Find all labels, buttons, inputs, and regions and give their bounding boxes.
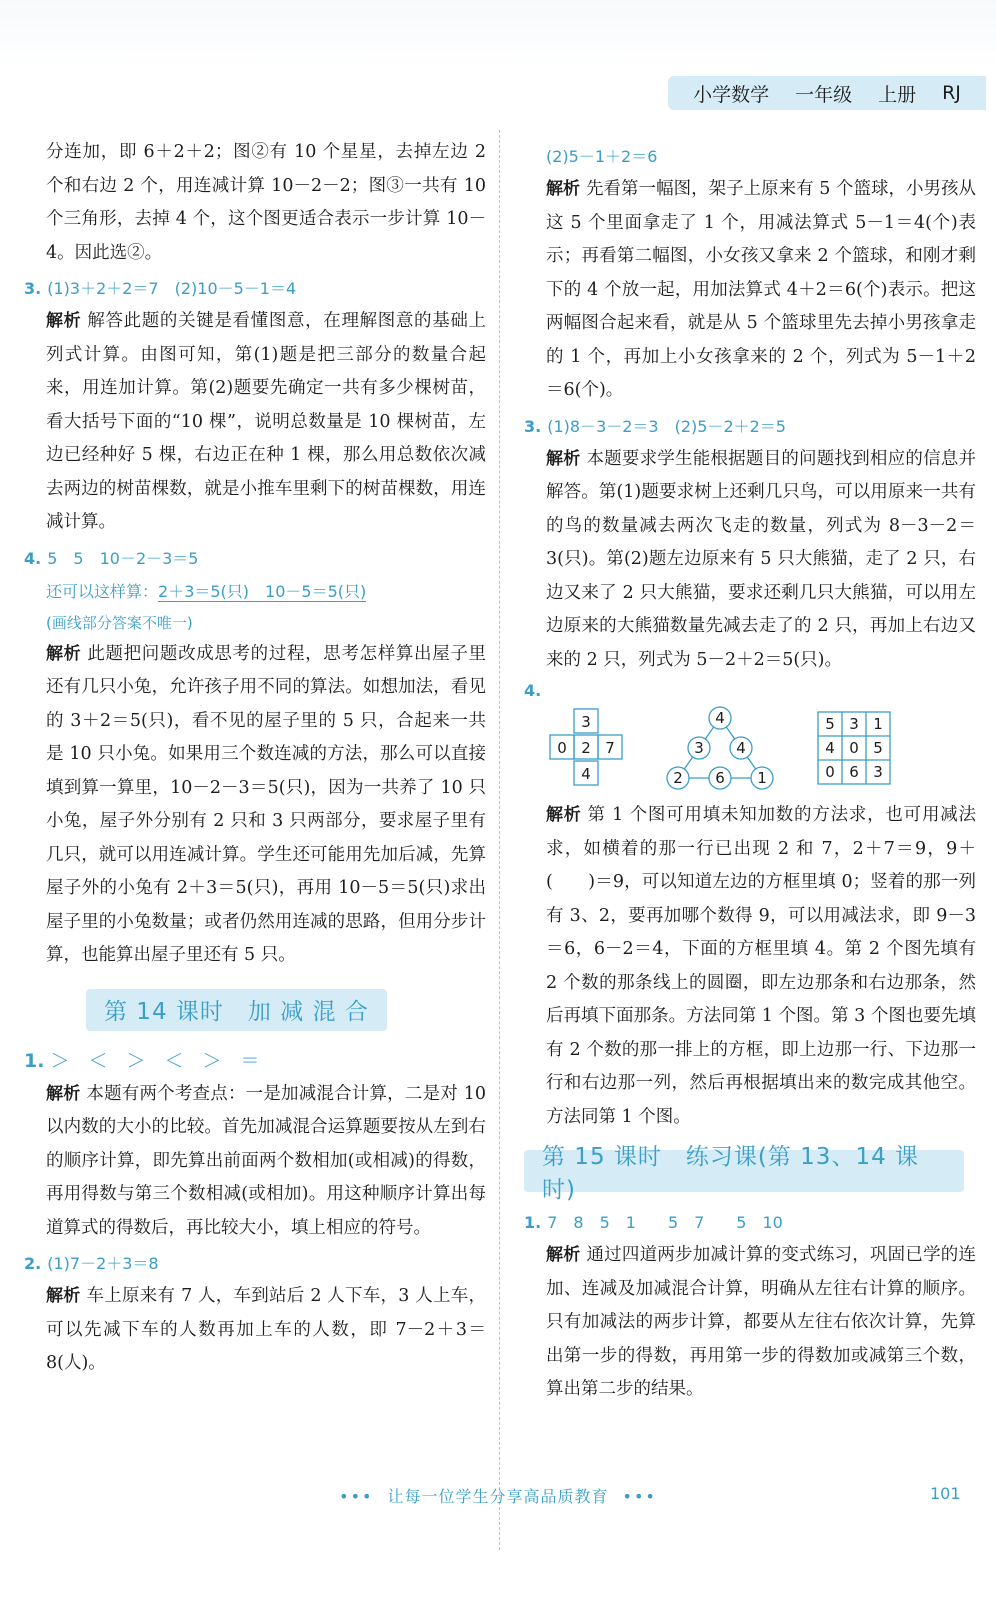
analysis-s2	[24, 1280, 486, 1381]
answer-text: (1)7－2＋3＝8	[47, 1254, 159, 1273]
cross-value-right: 7	[605, 739, 615, 757]
analysis-text: 第 1 个图可用填未知加数的方法求，也可用减法求，如横着的那一行已出现 2 和 7，2＋7＝9，9＋( )＝9，可以知道左边的方框里填 0；竖着的那一列有 3、2，要再加哪个数得 9，可以用减法求，即 9－3＝6，6－2＝4，下面的方框里填 4。第 2 个图先填有 2 个数的那条线上的圆圈，即左边那条和右边那条，然后再填下面那条。方法同第 1 个图。第 3 个图也要先填有 2 个数的那一排上的方框，即上边那一行、下边那一行和右边那一列，然后再根据填出来的数完成其他空。方法同第 1 个图。	[546, 805, 976, 1127]
question-number: 2.	[24, 1254, 42, 1273]
grid-cell: 4	[825, 739, 835, 757]
grade-label: 一年级	[795, 83, 853, 106]
answer-s1	[24, 1045, 486, 1078]
answer-s2	[24, 1247, 486, 1280]
analysis-text: 通过四道两步加减计算的变式练习，巩固已学的连加、连减及加减混合计算，明确从左往右计算的顺序。只有加减法的两步计算，都要从左往右依次计算，先算出第一步的得数，再用第一步的得数加或减第三个数，算出第二步的结果。	[546, 1245, 977, 1399]
triangle-value-midright: 4	[736, 739, 746, 757]
analysis-q4	[24, 638, 486, 973]
footer-dots-left: •••	[339, 1487, 374, 1506]
edition-label: RJ	[942, 82, 961, 104]
analysis-label: 解析	[546, 179, 581, 199]
answer-q2-part2: (2)5－1＋2＝6	[546, 147, 658, 166]
subject-label: 小学数学	[693, 83, 770, 106]
triangle-value-top: 4	[715, 709, 725, 727]
figures-row	[546, 705, 976, 791]
cross-value-bottom: 4	[581, 765, 591, 783]
analysis-s1	[24, 1078, 486, 1246]
answer-q4-note: (画线部分答案不唯一)	[46, 613, 193, 632]
analysis-label: 解析	[546, 805, 582, 825]
cross-value-top: 3	[581, 713, 591, 731]
analysis-s1-right	[524, 1239, 976, 1407]
question-number: 3.	[524, 416, 542, 436]
footer-slogan	[0, 1484, 996, 1507]
section-heading-lesson14: 第 14 课时 加 减 混 合	[86, 989, 387, 1031]
answer-q4-alt	[24, 575, 486, 608]
analysis-text: 本题要求学生能根据题目的问题找到相应的信息并解答。第(1)题要求树上还剩几只鸟，可以用原来一共有的鸟的数量减去两次飞走的数量，列式为 8－3－2＝3(只)。第(2)题左边原来有 5 只大熊猫，走了 2 只，右边又来了 2 只大熊猫，要求还剩几只大熊猫，可以用左边原来的大熊猫数量先减去走了的 2 只，再加上右边又来的 2 只，列式为 5－2＋2＝5(只)。	[546, 448, 977, 670]
analysis-q4-right	[524, 799, 976, 1134]
analysis-text: 此题把问题改成思考的过程，思考怎样算出屋子里还有几只小兔，允许孩子用不同的算法。如想加法，看见的 3＋2＝5(只)，看不见的屋子里的 5 只，合起来一共是 10 只小兔。如果用三个数连减的方法，那么可以直接填到算一算里，10－2－3＝5(只)，因为一共养了 10 只小兔，屋子外分别有 2 只和 3 只两部分，要求屋子里有几只，就可以用连减计算。学生还可能用先加后减，先算屋子外的小兔有 2＋3＝5(只)，再用 10－5＝5(只)求出屋子里的小兔数量；或者仍然用连减的思路，但用分步计算，也能算出屋子里还有 5 只。	[46, 643, 487, 965]
question-number: 1.	[24, 1049, 45, 1072]
analysis-text: 本题有两个考查点：一是加减混合计算，二是对 10 以内数的大小的比较。首先加减混合运算题要按从左到右的顺序计算，即先算出前面两个数相加(或相减)的得数，再用得数与第三个数相减(或相加)。用这种顺序计算出每道算式的得数后，再比较大小，填上相应的符号。	[46, 1083, 486, 1238]
triangle-value-botmid: 6	[715, 769, 725, 787]
triangle-value-midleft: 3	[694, 739, 704, 757]
answer-q4-right	[524, 679, 976, 703]
book-info-tab	[668, 76, 986, 110]
grid-figure	[814, 708, 894, 788]
grid-cell: 3	[849, 715, 859, 733]
grid-cell: 6	[849, 763, 859, 781]
analysis-text: 解答此题的关键是看懂图意，在理解图意的基础上列式计算。由图可知，第(1)题是把三部分的数量合起来，用连加计算。第(2)题要先确定一共有多少棵树苗，看大括号下面的“10 棵”，说明总数量是 10 棵树苗，左边已经种好 5 棵，右边正在种 1 棵，那么用总数依次减去两边的树苗棵数，就是小推车里剩下的树苗棵数，用连减计算。	[46, 311, 487, 532]
analysis-label: 解析	[46, 643, 82, 664]
answer-text: (1)8－3－2＝3 (2)5－2＋2＝5	[547, 416, 786, 436]
grid-cell: 0	[825, 763, 835, 781]
analysis-text: 车上原来有 7 人，车到站后 2 人下车，3 人上车，可以先减下车的人数再加上车的人数，即 7－2＋3＝8(人)。	[46, 1286, 487, 1373]
left-column	[24, 136, 486, 1383]
cross-value-left: 0	[557, 739, 567, 757]
answer-q4	[24, 542, 486, 575]
right-column	[524, 140, 976, 1409]
analysis-q3	[24, 305, 486, 540]
section-heading-lesson15: 第 15 课时 练习课(第 13、14 课时)	[524, 1150, 964, 1192]
volume-label: 上册	[878, 83, 917, 106]
answer-text: 5 5 10－2－3＝5	[47, 548, 199, 568]
question-number: 4.	[24, 548, 42, 568]
triangle-figure	[664, 705, 776, 791]
analysis-q3-right	[524, 443, 976, 678]
grid-cell: 1	[873, 715, 883, 733]
page-number: 101	[930, 1484, 961, 1503]
answer-q3	[24, 272, 486, 305]
analysis-q2	[524, 173, 976, 408]
answer-text: ＞ ＜ ＞ ＜ ＞ ＝	[50, 1049, 260, 1072]
column-divider	[499, 130, 500, 1550]
analysis-label: 解析	[546, 1245, 581, 1265]
answer-s1-right	[524, 1206, 976, 1239]
analysis-text: 先看第一幅图，架子上原来有 5 个篮球，小男孩从这 5 个里面拿走了 1 个，用减法算式 5－1＝4(个)表示；再看第二幅图，小女孩又拿来 2 个篮球，和刚才剩下的 4 个放一起，用加法算式 4＋2＝6(个)表示。把这两幅图合起来看，就是从 5 个篮球里先去掉小男孩拿走的 1 个，再加上小女孩拿来的 2 个，列式为 5－1＋2＝6(个)。	[546, 179, 977, 400]
question-number: 4.	[524, 681, 542, 700]
grid-cell: 0	[849, 739, 859, 757]
grid-cell: 3	[873, 763, 883, 781]
triangle-value-botright: 1	[757, 769, 767, 787]
grid-cell: 5	[825, 715, 835, 733]
cross-figure	[546, 707, 626, 789]
analysis-label: 解析	[546, 448, 581, 469]
grid-cell: 5	[873, 739, 883, 757]
question-number: 1.	[524, 1213, 542, 1232]
footer-dots-right: •••	[622, 1487, 657, 1506]
answer-text: 7 8 5 1 5 7 5 10	[547, 1213, 783, 1232]
slogan-text: 让每一位学生分享高品质教育	[387, 1487, 609, 1506]
analysis-label: 解析	[46, 1286, 81, 1306]
answer-text: (1)3＋2＋2＝7 (2)10－5－1＝4	[47, 279, 297, 298]
header-band	[0, 0, 996, 70]
alt-answer: 2＋3＝5(只) 10－5＝5(只)	[158, 581, 367, 601]
analysis-label: 解析	[46, 1083, 81, 1104]
analysis-label: 解析	[46, 311, 82, 331]
alt-prefix: 还可以这样算：	[46, 581, 159, 601]
cross-value-center: 2	[581, 739, 591, 757]
continued-paragraph: 分连加，即 6＋2＋2；图②有 10 个星星，去掉左边 2 个和右边 2 个，用连减计算 10－2－2；图③一共有 10 个三角形，去掉 4 个，这个图更适合表示一步计算 10－4。因此选②。	[46, 142, 486, 263]
question-number: 3.	[24, 279, 42, 298]
triangle-value-botleft: 2	[673, 769, 683, 787]
answer-q3-right	[524, 410, 976, 443]
